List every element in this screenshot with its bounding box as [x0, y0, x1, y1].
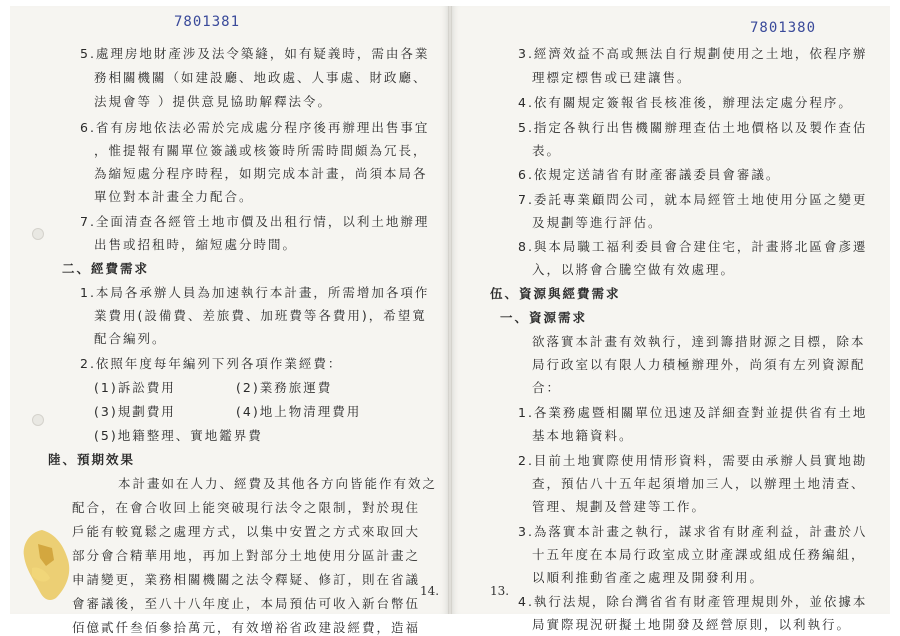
text-line: 2.依照年度每年編列下列各項作業經費： — [80, 356, 343, 371]
text-line: 7.委託專業顧問公司，就本局經管土地使用分區之變更 — [518, 192, 868, 207]
binding-hole — [32, 228, 44, 240]
page-number: 13. — [490, 584, 510, 598]
text-line: 3.經濟效益不高或無法自行規劃使用之土地，依程序辦 — [518, 46, 868, 61]
expense-item: (4)地上物清理費用 — [236, 404, 362, 419]
text-line: 6.依規定送請省有財產審議委員會審議。 — [518, 167, 781, 182]
text-line: 配合，在會合收回上能突破現行法令之限制，對於現住 — [72, 500, 421, 515]
text-line: 為縮短處分程序時程，如期完成本計畫，尚須本局各 — [94, 166, 428, 181]
text-line: 4.依有關規定簽報省長核准後，辦理法定處分程序。 — [518, 95, 853, 110]
text-line: 法規會等 ）提供意見協助解釋法令。 — [94, 94, 332, 109]
text-line: 申請變更，業務相關機關之法令釋疑、修訂，則在省議 — [72, 572, 421, 587]
text-line: 會審議後，至八十八年度止，本局預估可收入新台幣伍 — [72, 596, 421, 611]
text-line: 戶能有較寬鬆之處理方式，以集中安置之方式來取回大 — [72, 524, 421, 539]
text-line: 合： — [532, 380, 562, 395]
text-line: 表。 — [532, 143, 562, 158]
text-line: 佰億貳仟叁佰參拾萬元，有效增裕省政建設經費，造福 — [72, 620, 421, 635]
left-page — [10, 6, 448, 635]
taiwan-map-stamp-icon — [12, 526, 84, 604]
section-heading: 二、經費需求 — [62, 261, 150, 276]
document-spread — [10, 6, 890, 635]
page-number: 14. — [420, 584, 440, 598]
text-line: 單位對本計畫全力配合。 — [94, 189, 254, 204]
text-line: 出售或招租時，縮短處分時間。 — [94, 237, 298, 252]
text-line: 入，以將會合騰空做有效處理。 — [532, 262, 736, 277]
text-line: 管理、規劃及營建等工作。 — [532, 499, 707, 514]
right-page — [452, 6, 890, 632]
text-line: 欲落實本計畫有效執行，達到籌措財源之目標，除本 — [532, 334, 866, 349]
text-line: 基本地籍資料。 — [532, 428, 634, 443]
text-line: 局實際現況研擬土地開發及經營原則，以利執行。 — [532, 617, 852, 632]
text-line: 務相關機關（如建設廳、地政處、人事處、財政廳、 — [94, 70, 428, 85]
text-line: 1.本局各承辦人員為加速執行本計畫，所需增加各項作 — [80, 285, 430, 300]
text-line: 本計畫如在人力、經費及其他各方向皆能作有效之 — [118, 476, 438, 491]
text-line: 5.處理房地財產涉及法令築縫，如有疑義時，需由各業 — [80, 46, 430, 61]
text-line: 4.執行法規，除台灣省省有財產管理規則外，並依據本 — [518, 594, 868, 609]
right-serial-number: 7801380 — [750, 20, 817, 36]
section-heading: 伍、資源與經費需求 — [490, 286, 621, 301]
text-line: 十五年度在本局行政室成立財產課或組成任務編組， — [532, 547, 866, 562]
section-heading: 陸、預期效果 — [48, 452, 136, 467]
text-line: 1.各業務處暨相關單位迅速及詳細查對並提供省有土地 — [518, 405, 868, 420]
text-line: 局行政室以有限人力積極辦理外，尚須有左列資源配 — [532, 357, 866, 372]
text-line: 8.與本局職工福利委員會合建住宅，計畫將北區會彥遷 — [518, 239, 868, 254]
text-line: 及規劃等進行評估。 — [532, 215, 663, 230]
text-line: 6.省有房地依法必需於完成處分程序後再辦理出售事宜 — [80, 120, 430, 135]
binding-hole — [32, 414, 44, 426]
text-line: 配合編列。 — [94, 331, 167, 346]
text-line: 業費用(設備費、差旅費、加班費等各費用)，希望寬 — [94, 308, 427, 323]
expense-item: (2)業務旅運費 — [236, 380, 333, 395]
expense-item: (1)訴訟費用 — [94, 380, 176, 395]
text-line: 以順利推動省產之處理及開發利用。 — [532, 570, 765, 585]
text-line: ，惟提報有關單位簽議或核簽時所需時間頗為冗長， — [94, 143, 428, 158]
text-line: 2.目前土地實際使用情形資料，需要由承辦人員實地勘 — [518, 453, 868, 468]
text-line: 部分會合精華用地，再加上對部分土地使用分區計畫之 — [72, 548, 421, 563]
text-line: 查，預估八十五年起須增加三人，以辦理土地清查、 — [532, 476, 866, 491]
expense-item: (5)地籍整理、實地鑑界費 — [94, 428, 263, 443]
text-line: 7.全面清查各經管土地市價及出租行情，以利土地辦理 — [80, 214, 430, 229]
expense-item: (3)規劃費用 — [94, 404, 176, 419]
left-serial-number: 7801381 — [174, 14, 241, 30]
text-line: 3.為落實本計畫之執行，謀求省有財產利益，計畫於八 — [518, 524, 868, 539]
subsection-heading: 一、資源需求 — [500, 310, 588, 325]
text-line: 5.指定各執行出售機關辦理查估土地價格以及製作查估 — [518, 120, 868, 135]
text-line: 理標定標售或已建讓售。 — [532, 70, 692, 85]
